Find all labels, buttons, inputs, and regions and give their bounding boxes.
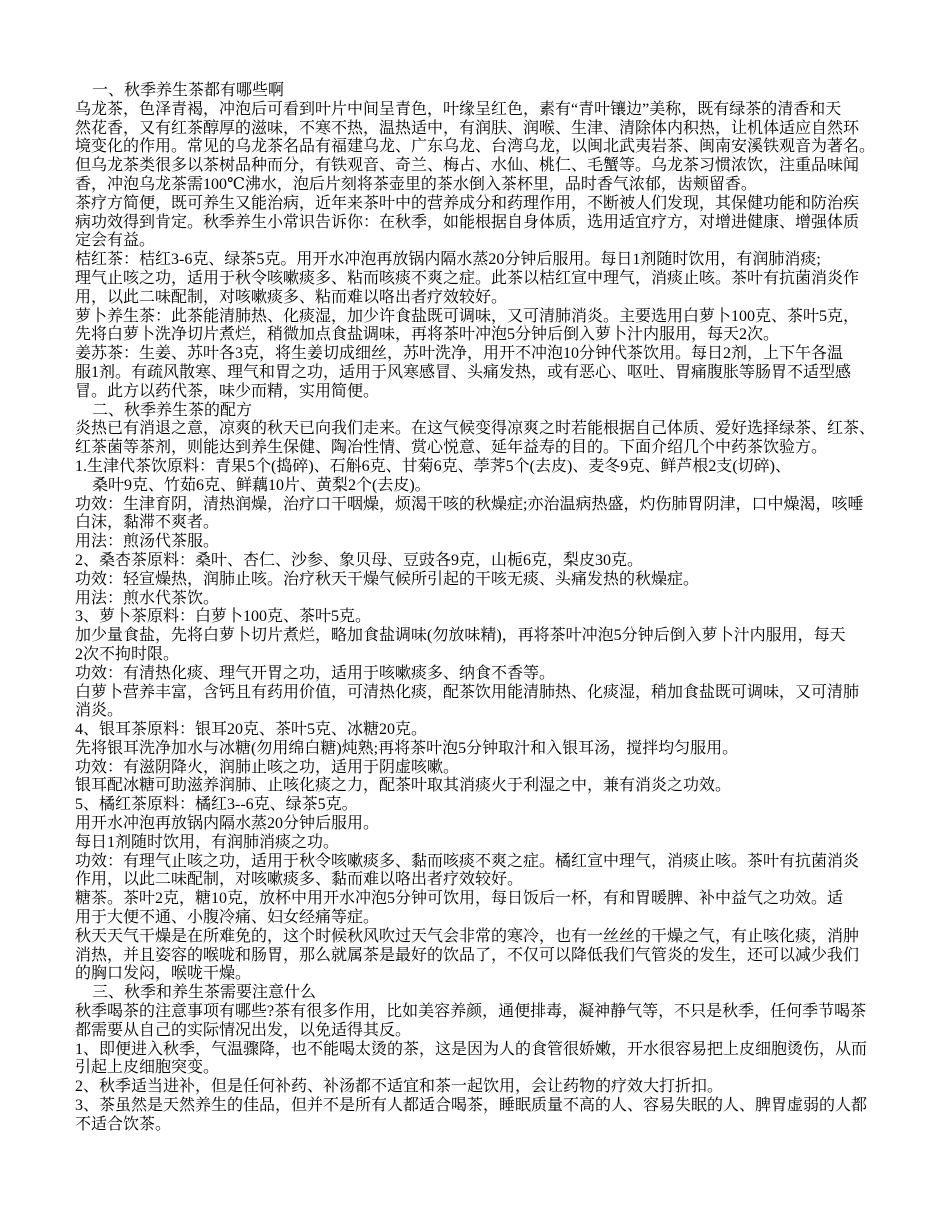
text-line: 红茶菌等茶剂，则能达到养生保健、陶冶性情、赏心悦意、延年益寿的目的。下面介绍几个中药茶饮验方。 [75,439,828,457]
text-line: 秋季喝茶的注意事项有哪些?茶有很多作用，比如美容养颜，通便排毒，凝神静气等，不只是秋季，任何季节喝茶 [75,1003,867,1021]
text-line: 消热，并且姿容的喉咙和肠胃，那么就属茶是最好的饮品了，不仅可以降低我们气管炎的发生，还可以减少我们 [75,946,860,964]
text-line: 秋天天气干燥是在所难免的，这个时候秋风吹过天气会非常的寒冷，也有一丝丝的干燥之气，有止咳化痰，消肿 [75,927,860,945]
text-line: 白萝卜营养丰富，含钙且有药用价值，可清热化痰，配茶饮用能清肺热、化痰湿，稍加食盐既可调味，又可清肺 [75,683,860,701]
text-line: 炎热已有消退之意，凉爽的秋天已向我们走来。在这气候变得凉爽之时若能根据自己体质、爱好选择绿茶、红茶、 [75,420,876,438]
text-line: 2次不拘时限。 [75,645,180,663]
text-line: 1、即便进入秋季，气温骤降，也不能喝太烫的茶，这是因为人的食管很娇嫩，开水很容易把上皮细胞烫伤，从而 [75,1040,868,1058]
text-line: 功效：轻宣燥热，润肺止咳。治疗秋天干燥气候所引起的干咳无痰、头痛发热的秋燥症。 [75,570,700,588]
text-line: 功效：有滋阴降火，润肺止咳之功，适用于阴虚咳嗽。 [75,758,460,776]
text-line: 5、橘红茶原料：橘红3--6克、绿茶5克。 [75,796,358,814]
text-line: 香，冲泡乌龙茶需100℃沸水，泡后片刻将茶壶里的茶水倒入茶杯里，品时香气浓郁，齿颊留香。 [75,175,757,193]
section-heading: 二、秋季养生茶的配方 [92,401,253,419]
text-line: 引起上皮细胞突变。 [75,1059,220,1077]
text-line: 病功效得到肯定。秋季养生小常识告诉你：在秋季，如能根据自身体质，选用适宜疗方，对增进健康、增强体质 [75,213,860,231]
text-line: 功效：有理气止咳之功，适用于秋令咳嗽痰多、黏而咳痰不爽之症。橘红宣中理气，消痰止咳。茶叶有抗菌消炎 [75,852,860,870]
text-line: 姜苏茶：生姜、苏叶各3克，将生姜切成细丝，苏叶洗净，用开不冲泡10分钟代茶饮用。每日2剂，上下午各温 [75,345,844,363]
text-line: 2、秋季适当进补，但是任何补药、补汤都不适宜和茶一起饮用，会让药物的疗效大打折扣。 [75,1078,724,1096]
text-line: 每日1剂随时饮用，有润肺消痰之功。 [75,833,340,851]
text-line: 用开水冲泡再放锅内隔水蒸20分钟后服用。 [75,815,380,833]
text-line: 理气止咳之功，适用于秋令咳嗽痰多、粘而咳痰不爽之症。此茶以桔红宣中理气，消痰止咳。茶叶有抗菌消炎作 [75,269,860,287]
text-line: 功效：有清热化痰、理气开胃之功，适用于咳嗽痰多、纳食不香等。 [75,664,556,682]
text-line: 不适合饮茶。 [75,1115,172,1133]
text-line: 茶疗方简便，既可养生又能治病，近年来茶叶中的营养成分和药理作用，不断被人们发现，其保健功能和防治疾 [75,194,860,212]
section-heading: 三、秋季和养生茶需要注意什么 [92,984,317,1002]
text-line: 乌龙茶，色泽青褐，冲泡后可看到叶片中间呈青色，叶缘呈红色，素有“青叶镶边”美称，既有绿茶的清香和天 [75,100,842,118]
text-line: 冒。此方以药代茶，味少而精，实用简便。 [75,382,380,400]
text-line: 桔红茶：桔红3-6克、绿茶5克。用开水冲泡再放锅内隔水蒸20分钟后服用。每日1剂随时饮用，有润肺消痰; [75,251,821,269]
text-line: 白沫，黏滞不爽者。 [75,514,220,532]
text-line: 功效：生津育阴，清热润燥，治疗口干咽燥，烦渴干咳的秋燥症;亦治温病热盛，灼伤肺胃阴津，口中燥渴，咳唾 [75,495,864,513]
text-line: 境变化的作用。常见的乌龙茶名品有福建乌龙、广东乌龙、台湾乌龙，以闽北武夷岩茶、闽南安溪铁观音为著名。 [75,138,876,156]
text-line: 糖茶。茶叶2克，糖10克，放杯中用开水冲泡5分钟可饮用，每日饭后一杯，有和胃暖脾、补中益气之功效。适 [75,890,844,908]
text-line: 2、桑杏茶原料：桑叶、杏仁、沙参、象贝母、豆豉各9克，山栀6克，梨皮30克。 [75,551,644,569]
section-heading: 一、秋季养生茶都有哪些啊 [92,82,285,99]
text-line: 4、银耳茶原料：银耳20克、茶叶5克、冰糖20克。 [75,721,428,739]
text-line: 3、萝卜茶原料：白萝卜100克、茶叶5克。 [75,608,372,626]
text-line: 用，以此二味配制，对咳嗽痰多、粘而难以咯出者疗效较好。 [75,288,508,306]
text-line: 加少量食盐，先将白萝卜切片煮烂，略加食盐调味(勿放味精)，再将茶叶冲泡5分钟后倒入萝卜汁内服用，每天 [75,627,846,645]
text-line: 定会有益。 [75,232,156,250]
text-line: 的胸口发闷，喉咙干燥。 [75,965,252,983]
text-line: 3、茶虽然是天然养生的佳品，但并不是所有人都适合喝茶，睡眠质量不高的人、容易失眠的人、脾胃虚弱的人都 [75,1097,868,1115]
text-line: 银耳配冰糖可助滋养润肺、止咳化痰之力，配茶叶取其消痰火于利湿之中，兼有消炎之功效。 [75,777,732,795]
text-line: 都需要从自己的实际情况出发，以免适得其反。 [75,1021,412,1039]
text-line: 消炎。 [75,702,124,720]
text-line: 服1剂。有疏风散寒、理气和胃之功，适用于风寒感冒、头痛发热，或有恶心、呕吐、胃痛腹胀等肠胃不适型感 [75,363,852,381]
text-line: 用法：煎水代茶饮。 [75,589,220,607]
text-line: 萝卜养生茶：此茶能清肺热、化痰湿，加少许食盐既可调味，又可清肺消炎。主要选用白萝卜100克、茶叶5克， [75,307,860,325]
text-line: 用法：煎汤代茶服。 [75,533,220,551]
document-body [75,82,880,1135]
text-line: 1.生津代茶饮原料：青果5个(捣碎)、石斛6克、甘菊6克、荸荠5个(去皮)、麦冬9克、鲜芦根2支(切碎)、 [75,457,791,475]
text-line: 作用，以此二味配制，对咳嗽痰多、黏而难以咯出者疗效较好。 [75,871,524,889]
text-line: 桑叶9克、竹茹6克、鲜藕10片、黄梨2个(去皮)。 [92,476,431,494]
text-line: 先将白萝卜洗净切片煮烂，稍微加点食盐调味，再将茶叶冲泡5分钟后倒入萝卜汁内服用，每天2次。 [75,326,780,344]
text-line: 用于大便不通、小腹冷痛、妇女经痛等症。 [75,909,380,927]
text-line: 先将银耳洗净加水与冰糖(勿用绵白糖)炖熟;再将茶叶泡5分钟取汁和入银耳汤，搅拌均匀服用。 [75,739,739,757]
document-lines [75,82,880,1135]
text-line: 但乌龙茶类很多以茶树品种而分，有铁观音、奇兰、梅占、水仙、桃仁、毛蟹等。乌龙茶习惯浓饮，注重品味闻 [75,157,860,175]
text-line: 然花香，又有红茶醇厚的滋味，不寒不热，温热适中，有润肤、润喉、生津、清除体内积热，让机体适应自然环 [75,119,860,137]
